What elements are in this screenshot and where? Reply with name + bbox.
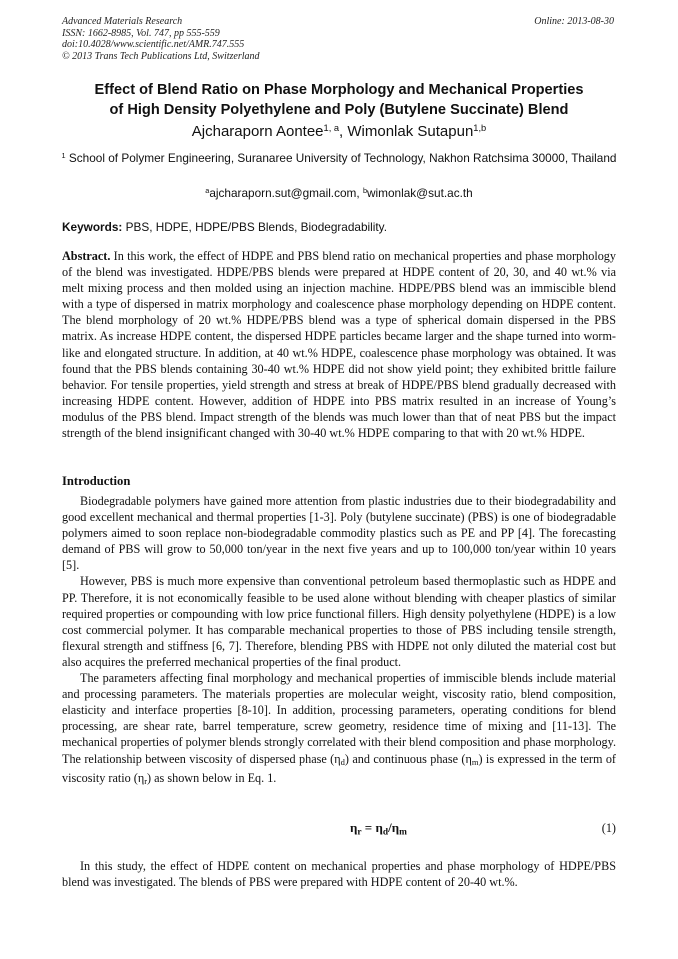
keywords-text: PBS, HDPE, HDPE/PBS Blends, Biodegradability. xyxy=(122,220,387,234)
intro-paragraph-2: However, PBS is much more expensive than conventional petroleum based thermoplastic such as HDPE and PP. Therefore, it is not economically feasible to be used alone without blending with cheaper plastics of similar required properties or compounding with low price functional fillers. High density polyethylene (HDPE) is a low cost commercial polymer. It has comparable mechanical properties to those of PBS including tensile strength, flexural strength and stiffness [6, 7]. Therefore, blending PBS with HDPE not only diluted the material cost but also acquires the preferred mechanical properties of the final product. xyxy=(62,574,616,669)
email-a[interactable]: ajcharaporn.sut@gmail.com xyxy=(209,186,357,200)
author-1: Ajcharaporn Aontee xyxy=(191,123,324,140)
introduction-body xyxy=(62,493,616,789)
email-a-marker: a xyxy=(205,185,210,195)
subscript-m: m xyxy=(471,756,479,767)
journal-name: Advanced Materials Research xyxy=(62,16,183,27)
intro-p3-part-d: ) as shown below in Eq. 1. xyxy=(147,770,277,785)
subscript-r: r xyxy=(144,775,148,786)
doi-line: doi:10.4028/www.scientific.net/AMR.747.555 xyxy=(62,39,245,50)
intro-p3-part-b: ) and continuous phase (η xyxy=(344,751,472,766)
affiliation-marker: 1 xyxy=(61,150,66,160)
eta-symbol: η xyxy=(350,820,358,835)
online-date: Online: 2013-08-30 xyxy=(534,16,614,27)
keywords-label: Keywords: xyxy=(62,220,123,234)
section-heading-introduction: Introduction xyxy=(62,474,131,488)
author-2-affil: 1,b xyxy=(473,122,487,133)
eq-sub-r: r xyxy=(357,827,362,838)
eta-symbol: η xyxy=(391,820,400,835)
keywords xyxy=(62,220,616,235)
final-paragraph-text: In this study, the effect of HDPE content on mechanical properties and phase morphology of HDPE/PBS blend was investigated. The blends of PBS were prepared with HDPE content of 20-40 wt.%. xyxy=(62,859,616,890)
affiliation-text: School of Polymer Engineering, Suranaree University of Technology, Nakhon Ratchsima 30000, Thailand xyxy=(65,151,617,165)
email-b-marker: b xyxy=(362,185,367,195)
journal-header xyxy=(62,16,260,62)
title-line-1: Effect of Blend Ratio on Phase Morphology and Mechanical Properties xyxy=(94,82,584,98)
eta-symbol: η xyxy=(375,820,383,835)
intro-paragraph-1: Biodegradable polymers have gained more attention from plastic industries due to their biodegradability and good excellent mechanical and thermal properties [1-3]. Poly (butylene succinate) (PBS) is one of biodegradable polymers aimed to soon replace non-biodegradable commodity plastics such as PE and PP [4]. The forecasting demand of PBS will grow to 50,000 ton/year in the next five years and up to 100,000 ton/year within 10 years [5]. xyxy=(62,494,616,573)
copyright-line: © 2013 Trans Tech Publications Ltd, Switzerland xyxy=(62,50,260,62)
email-separator: , xyxy=(356,186,363,200)
intro-paragraph-3 xyxy=(62,670,616,789)
author-list xyxy=(40,123,638,141)
abstract-label: Abstract. xyxy=(62,249,111,263)
author-1-affil: 1, a xyxy=(323,122,340,133)
author-separator: , xyxy=(339,123,348,140)
eq-slash: / xyxy=(388,820,392,835)
abstract-text: In this work, the effect of HDPE and PBS blend ratio on mechanical properties and phase morphology of the blend was investigated. HDPE/PBS blends were prepared at HDPE content of 20, 30, and 40 wt.% via melt mixing process and then molded using an injection machine. HDPE/PBS blend was an immiscible blend with a type of dispersed in matrix morphology and coalescence phase morphology depending on HDPE content. The blend morphology of 20 wt.% HDPE/PBS blend was a type of spherical domain dispersed in the PBS matrix. As increase HDPE content, the dispersed HDPE particles became larger and the shape turned into worm-like and elongated structure. In addition, at 40 wt.% HDPE, coalescence phase morphology was obtained. It was found that the PBS blends containing 30-40 wt.% HDPE did not show yield point; they exhibited brittle failure behavior. For tensile properties, yield strength and stress at break of HDPE/PBS blend gradually decreased with increasing HDPE content. However, addition of HDPE into PBS matrix resulted in an increase of Young’s modulus of the PBS blend. Impact strength of the blends was much lower than that of neat PBS but the impact strength of the blend insignificant changed with 30-40 wt.% HDPE comparing to that with 20 wt.% HDPE. xyxy=(62,249,616,441)
final-paragraph xyxy=(62,858,616,890)
title-line-2: of High Density Polyethylene and Poly (Butylene Succinate) Blend xyxy=(109,102,569,118)
author-emails xyxy=(40,186,638,201)
eq-equals: = xyxy=(361,820,376,835)
affiliation xyxy=(60,151,618,166)
intro-p3-part-c: ) is expressed in the term of viscosity ratio (η xyxy=(62,751,616,785)
eq-sub-m: m xyxy=(399,827,407,838)
issn-line: ISSN: 1662-8985, Vol. 747, pp 555-559 xyxy=(62,27,220,39)
author-2: Wimonlak Sutapun xyxy=(347,123,474,140)
email-b[interactable]: wimonlak@sut.ac.th xyxy=(367,186,473,200)
abstract xyxy=(62,248,616,441)
eq-sub-d: d xyxy=(382,827,389,838)
paper-title xyxy=(40,80,638,120)
equation-number: (1) xyxy=(601,821,616,835)
subscript-d: d xyxy=(340,756,345,767)
equation-1 xyxy=(62,819,616,841)
intro-p3-part-a: The parameters affecting final morphology and mechanical properties of immiscible blends include material and processing parameters. The materials properties are molecular weight, viscosity ratio, blend composition, elasticity and interface properties [8-10]. In addition, processing parameters, operating conditions for blend processing, are shear rate, barrel temperature, screw geometry, residence time of mixing and [11-13]. The mechanical properties of polymer blends strongly correlated with their blend composition and phase morphology. The relationship between viscosity of dispersed phase (η xyxy=(62,671,616,766)
equation-formula xyxy=(350,820,407,837)
